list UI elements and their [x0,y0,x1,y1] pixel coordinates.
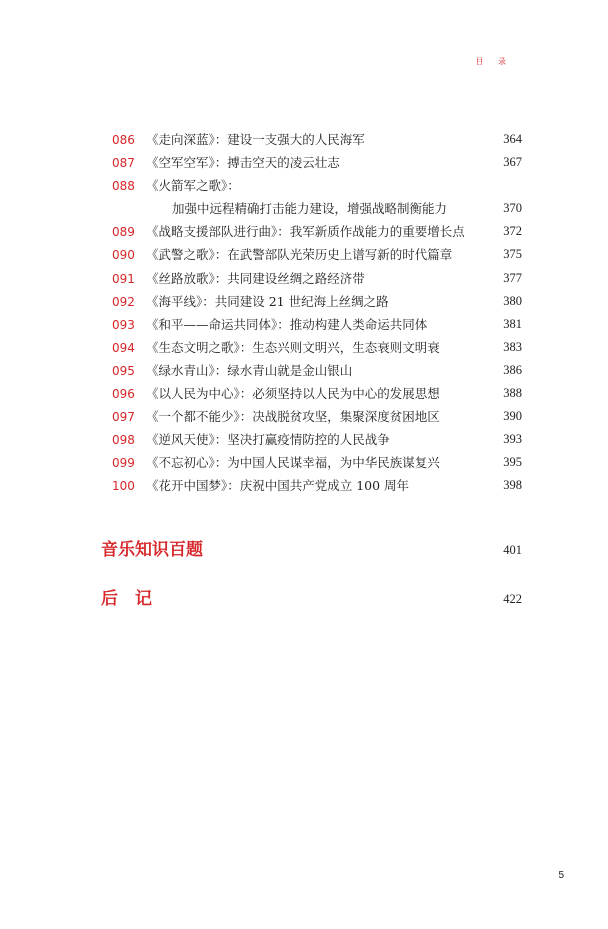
entry-number: 099 [112,456,135,471]
section-page: 401 [503,543,522,557]
entry-page: 372 [503,224,522,239]
entry-number: 092 [112,294,135,309]
toc-entry[interactable] [112,313,522,336]
toc-list [112,128,522,498]
section-title: 后 记 [101,589,152,609]
toc-entry[interactable] [112,382,522,405]
entry-page: 388 [503,386,522,401]
entry-number: 090 [112,248,135,263]
entry-page: 364 [503,132,522,146]
section-title: 音乐知识百题 [101,540,203,560]
running-header: 目 录 [475,57,512,66]
entry-title: 《生态文明之歌》：生态兴则文明兴，生态衰则文明衰 [146,339,440,355]
entry-title: 《绿水青山》：绿水青山就是金山银山 [146,362,353,378]
entry-number: 088 [112,179,135,194]
entry-page: 370 [503,201,522,216]
toc-entry[interactable] [112,405,522,428]
toc-entry[interactable] [112,359,522,382]
entry-title: 《武警之歌》：在武警部队光荣历史上谱写新的时代篇章 [146,247,453,263]
entry-title: 《海平线》：共同建设 21 世纪海上丝绸之路 [146,293,389,309]
entry-page: 380 [503,293,522,308]
toc-section-music-knowledge[interactable] [101,535,522,565]
entry-number: 089 [112,225,135,240]
toc-entry[interactable] [112,151,522,174]
entry-title: 《走向深蓝》：建设一支强大的人民海军 [146,132,365,147]
toc-entry[interactable] [112,174,522,197]
entry-title: 《火箭军之歌》： [146,178,240,194]
entry-number: 100 [112,479,135,494]
entry-title: 《和平——命运共同体》：推动构建人类命运共同体 [146,316,428,332]
entry-page: 377 [503,270,522,285]
entry-number: 093 [112,317,135,332]
toc-entry[interactable] [112,290,522,313]
entry-title: 《花开中国梦》：庆祝中国共产党成立 100 周年 [146,478,410,494]
toc-entry[interactable] [112,220,522,243]
entry-number: 098 [112,433,135,448]
entry-number: 091 [112,271,135,286]
entry-page: 381 [503,316,522,331]
entry-number: 087 [112,156,135,171]
entry-title: 《战略支援部队进行曲》：我军新质作战能力的重要增长点 [146,224,465,240]
entry-page: 395 [503,455,522,470]
section-page: 422 [503,592,522,606]
toc-entry[interactable] [112,428,522,451]
entry-number: 096 [112,387,135,402]
entry-number: 095 [112,363,135,378]
entry-number: 086 [112,133,135,147]
entry-page: 375 [503,247,522,262]
entry-page: 390 [503,409,522,424]
entry-page: 367 [503,155,522,170]
toc-section-afterword[interactable] [101,584,522,614]
toc-entry[interactable] [112,128,522,151]
entry-title: 《不忘初心》：为中国人民谋幸福，为中华民族谋复兴 [146,455,440,471]
page-number: 5 [558,870,564,881]
entry-title: 《一个都不能少》：决战脱贫攻坚，集聚深度贫困地区 [146,409,440,425]
toc-entry[interactable] [112,336,522,359]
entry-title: 加强中远程精确打击能力建设，增强战略制衡能力 [172,201,448,217]
entry-page: 386 [503,362,522,377]
entry-page: 398 [503,478,522,493]
entry-title: 《空军空军》：搏击空天的凌云壮志 [146,155,340,171]
entry-number: 097 [112,410,135,425]
toc-entry-continuation[interactable] [112,197,522,220]
entry-title: 《丝路放歌》：共同建设丝绸之路经济带 [146,270,365,286]
toc-entry[interactable] [112,267,522,290]
toc-entry[interactable] [112,451,522,474]
entry-number: 094 [112,340,135,355]
entry-title: 《逆风天使》：坚决打赢疫情防控的人民战争 [146,432,390,448]
entry-page: 393 [503,432,522,447]
toc-entry[interactable] [112,474,522,497]
entry-page: 383 [503,339,522,354]
entry-title: 《以人民为中心》：必须坚持以人民为中心的发展思想 [146,386,440,402]
toc-entry[interactable] [112,243,522,266]
